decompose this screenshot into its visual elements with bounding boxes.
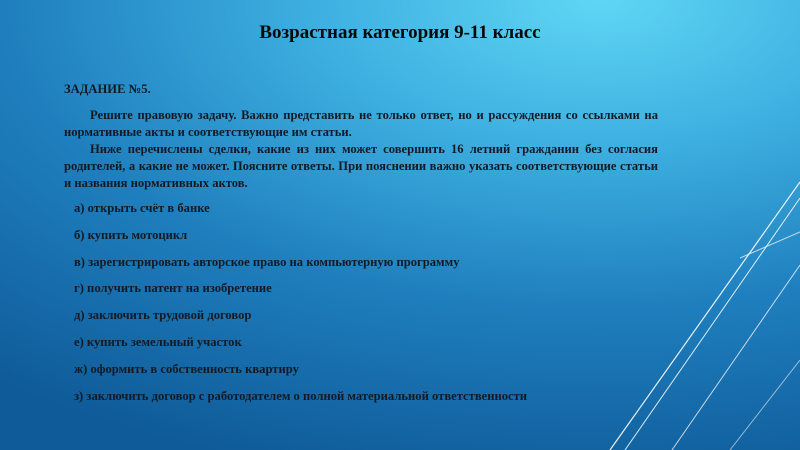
option-item: ж) оформить в собственность квартиру — [74, 361, 299, 376]
decor-line — [730, 360, 800, 450]
option-item: б) купить мотоцикл — [74, 227, 188, 242]
task-heading: ЗАДАНИЕ №5. — [64, 82, 151, 96]
option-item: е) купить земельный участок — [74, 334, 242, 349]
option-item: з) заключить договор с работодателем о полной материальной ответственности — [74, 388, 528, 403]
option-item: в) зарегистрировать авторское право на компьютерную программу — [74, 254, 460, 269]
slide-body — [64, 81, 658, 414]
task-paragraph: Решите правовую задачу. Важно представить не только ответ, но и рассуждения со ссылками на нормативные акты и соответствующие им статьи. — [64, 108, 658, 139]
option-item: г) получить патент на изобретение — [74, 281, 272, 296]
option-item: а) открыть счёт в банке — [74, 201, 210, 215]
decor-line — [740, 232, 800, 258]
task-paragraph: Ниже перечислены сделки, какие из них может совершить 16 летний гражданин без согласия родителей, а какие не может. Поясните ответы. При пояснении важно указать соответствующие статьи и названия нормативных актов. — [64, 142, 658, 190]
option-item: д) заключить трудовой договор — [74, 308, 252, 323]
options-list — [64, 200, 658, 405]
decor-line — [672, 265, 800, 450]
slide-title: Возрастная категория 9-11 класс — [259, 22, 541, 43]
